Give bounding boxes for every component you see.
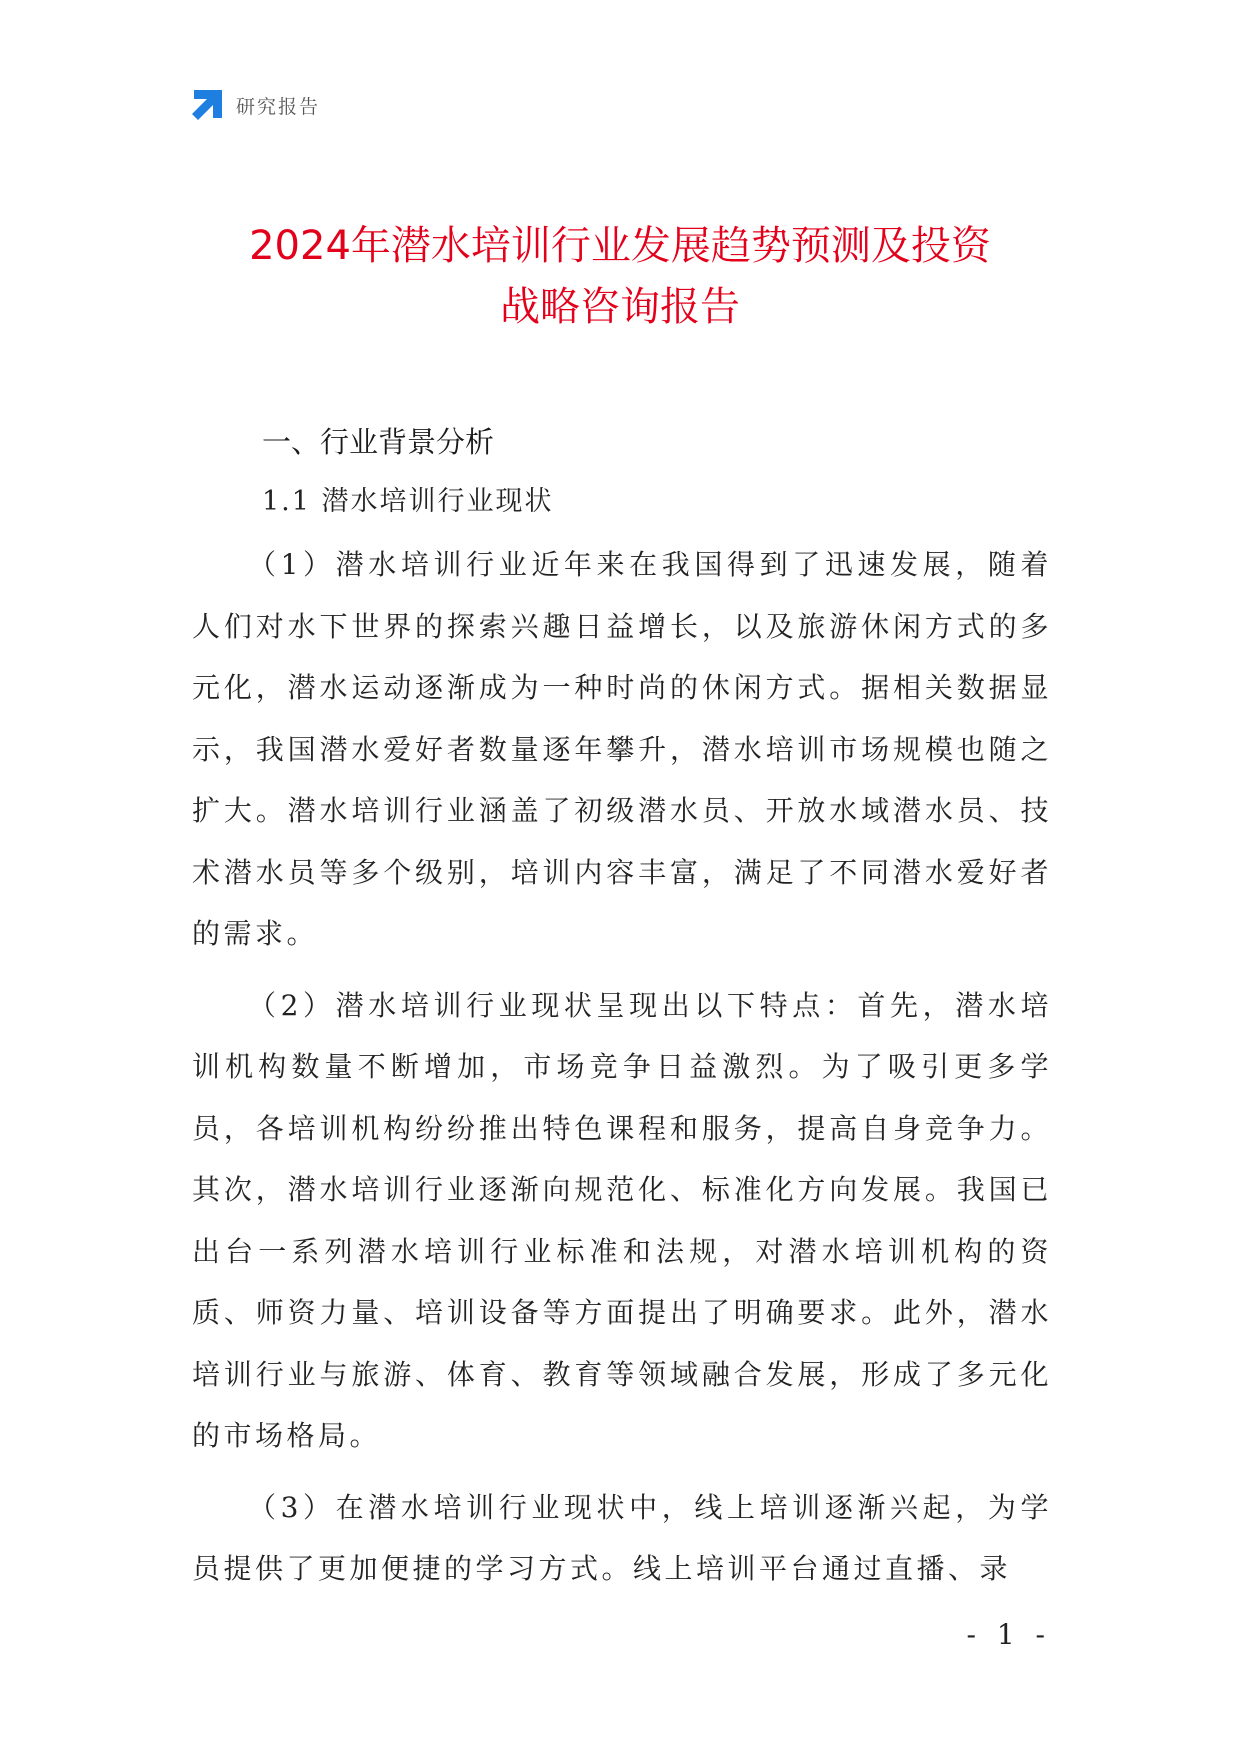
arrow-up-right-icon — [190, 88, 224, 122]
title-line-2: 战略咨询报告 — [500, 284, 740, 330]
document-title — [160, 216, 1080, 338]
section-heading: 一、行业背景分析 — [262, 425, 495, 459]
paragraph-1: （1）潜水培训行业近年来在我国得到了迅速发展，随着人们对水下世界的探索兴趣日益增长，以及旅游休闲方式的多元化，潜水运动逐渐成为一种时尚的休闲方式。据相关数据显示，我国潜水爱好者数量逐年攀升，潜水培训市场规模也随之扩大。潜水培训行业涵盖了初级潜水员、开放水域潜水员、技术潜水员等多个级别，培训内容丰富，满足了不同潜水爱好者的需求。 — [192, 548, 1052, 950]
document-body — [192, 422, 1052, 1610]
subsection-heading: 1.1 潜水培训行业现状 — [262, 486, 554, 517]
document-header — [190, 88, 320, 122]
paragraph-3: （3）在潜水培训行业现状中，线上培训逐渐兴起，为学员提供了更加便捷的学习方式。线上培训平台通过直播、录 — [192, 1490, 1052, 1585]
title-line-1: 2024年潜水培训行业发展趋势预测及投资 — [249, 223, 991, 269]
page-number: - 1 - — [966, 1618, 1051, 1651]
brand-label: 研究报告 — [236, 95, 321, 118]
paragraph-2: （2）潜水培训行业现状呈现出以下特点：首先，潜水培训机构数量不断增加，市场竞争日益激烈。为了吸引更多学员，各培训机构纷纷推出特色课程和服务，提高自身竞争力。其次，潜水培训行业逐渐向规范化、标准化方向发展。我国已出台一系列潜水培训行业标准和法规，对潜水培训机构的资质、师资力量、培训设备等方面提出了明确要求。此外，潜水培训行业与旅游、体育、教育等领域融合发展，形成了多元化的市场格局。 — [192, 988, 1052, 1452]
